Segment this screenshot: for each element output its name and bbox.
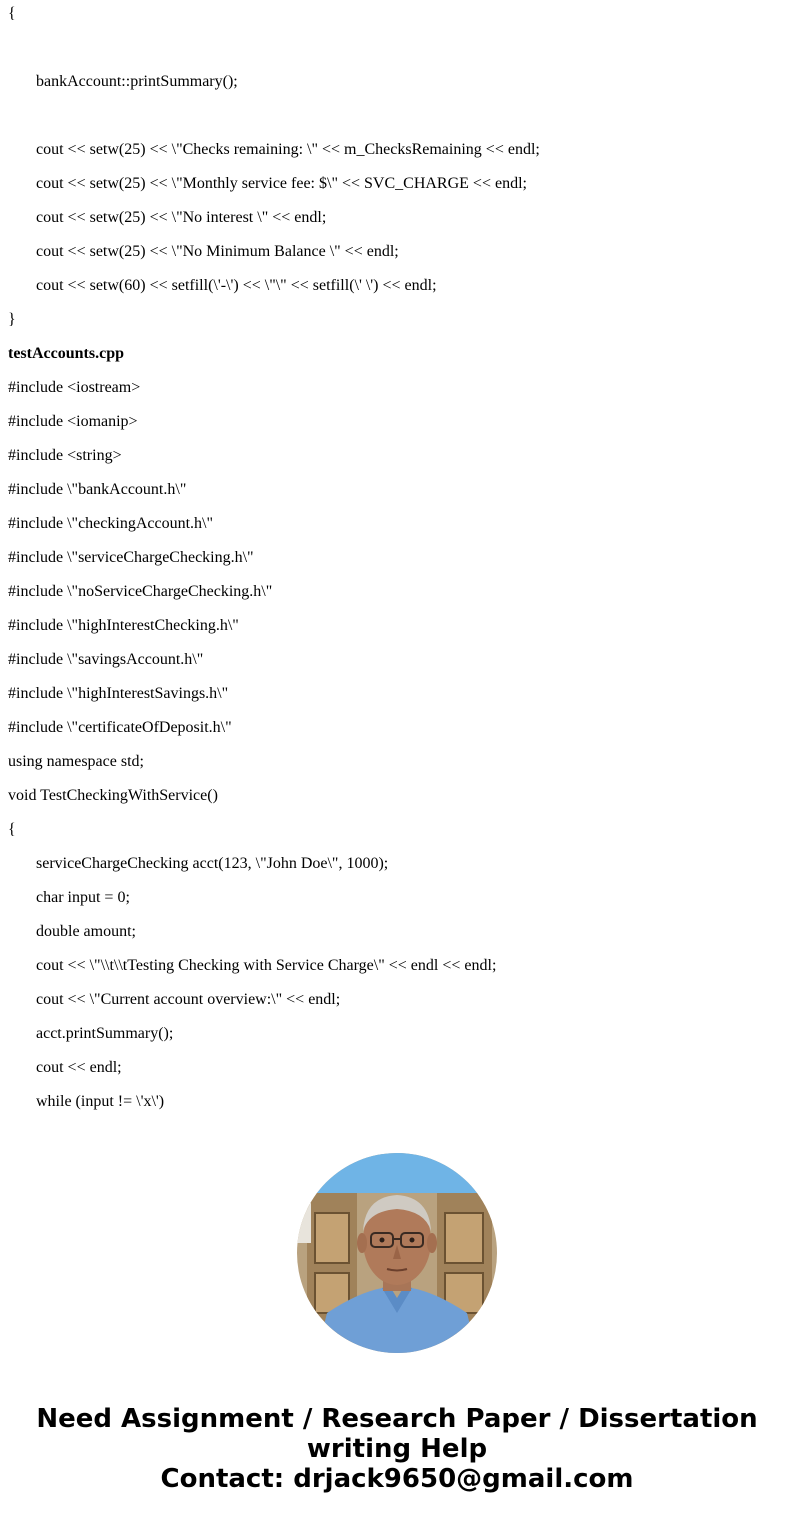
footer-banner bbox=[0, 1404, 794, 1494]
code-line: cout << \"\\t\\tTesting Checking with Service Charge\" << endl << endl; bbox=[36, 957, 497, 974]
code-line: serviceChargeChecking acct(123, \"John Doe\", 1000); bbox=[36, 855, 389, 872]
footer-contact: Contact: drjack9650@gmail.com bbox=[160, 1464, 634, 1494]
code-line: { bbox=[8, 821, 16, 838]
code-line: } bbox=[8, 311, 16, 328]
code-line: #include \"savingsAccount.h\" bbox=[8, 651, 204, 668]
code-line: bankAccount::printSummary(); bbox=[36, 73, 238, 90]
code-line: { bbox=[8, 5, 16, 22]
code-line: #include <string> bbox=[8, 447, 122, 464]
code-line: #include \"certificateOfDeposit.h\" bbox=[8, 719, 232, 736]
code-line: cout << setw(25) << \"Monthly service fee: $\" << SVC_CHARGE << endl; bbox=[36, 175, 527, 192]
code-line: double amount; bbox=[36, 923, 136, 940]
code-line: #include \"serviceChargeChecking.h\" bbox=[8, 549, 254, 566]
portrait-image bbox=[297, 1153, 497, 1353]
footer-line-2: writing Help bbox=[306, 1434, 488, 1464]
code-line: cout << setw(60) << setfill(\'-\') << \"\" << setfill(\' \') << endl; bbox=[36, 277, 437, 294]
code-line: cout << setw(25) << \"Checks remaining: \" << m_ChecksRemaining << endl; bbox=[36, 141, 540, 158]
code-line: #include \"checkingAccount.h\" bbox=[8, 515, 213, 532]
code-line: #include <iomanip> bbox=[8, 413, 138, 430]
code-line: cout << setw(25) << \"No interest \" << endl; bbox=[36, 209, 327, 226]
code-line: #include \"noServiceChargeChecking.h\" bbox=[8, 583, 273, 600]
code-line: #include \"highInterestSavings.h\" bbox=[8, 685, 229, 702]
footer-line-1: Need Assignment / Research Paper / Dissertation bbox=[36, 1404, 758, 1434]
code-line: cout << \"Current account overview:\" << endl; bbox=[36, 991, 341, 1008]
avatar bbox=[297, 1153, 497, 1353]
code-line: using namespace std; bbox=[8, 753, 144, 770]
code-line: acct.printSummary(); bbox=[36, 1025, 174, 1042]
code-line: #include \"highInterestChecking.h\" bbox=[8, 617, 239, 634]
code-line: char input = 0; bbox=[36, 889, 130, 906]
file-heading: testAccounts.cpp bbox=[8, 345, 124, 362]
code-line: #include \"bankAccount.h\" bbox=[8, 481, 187, 498]
code-line: #include <iostream> bbox=[8, 379, 141, 396]
code-line: cout << setw(25) << \"No Minimum Balance \" << endl; bbox=[36, 243, 399, 260]
code-line: void TestCheckingWithService() bbox=[8, 787, 218, 804]
code-line: while (input != \'x\') bbox=[36, 1093, 165, 1110]
code-line: cout << endl; bbox=[36, 1059, 122, 1076]
